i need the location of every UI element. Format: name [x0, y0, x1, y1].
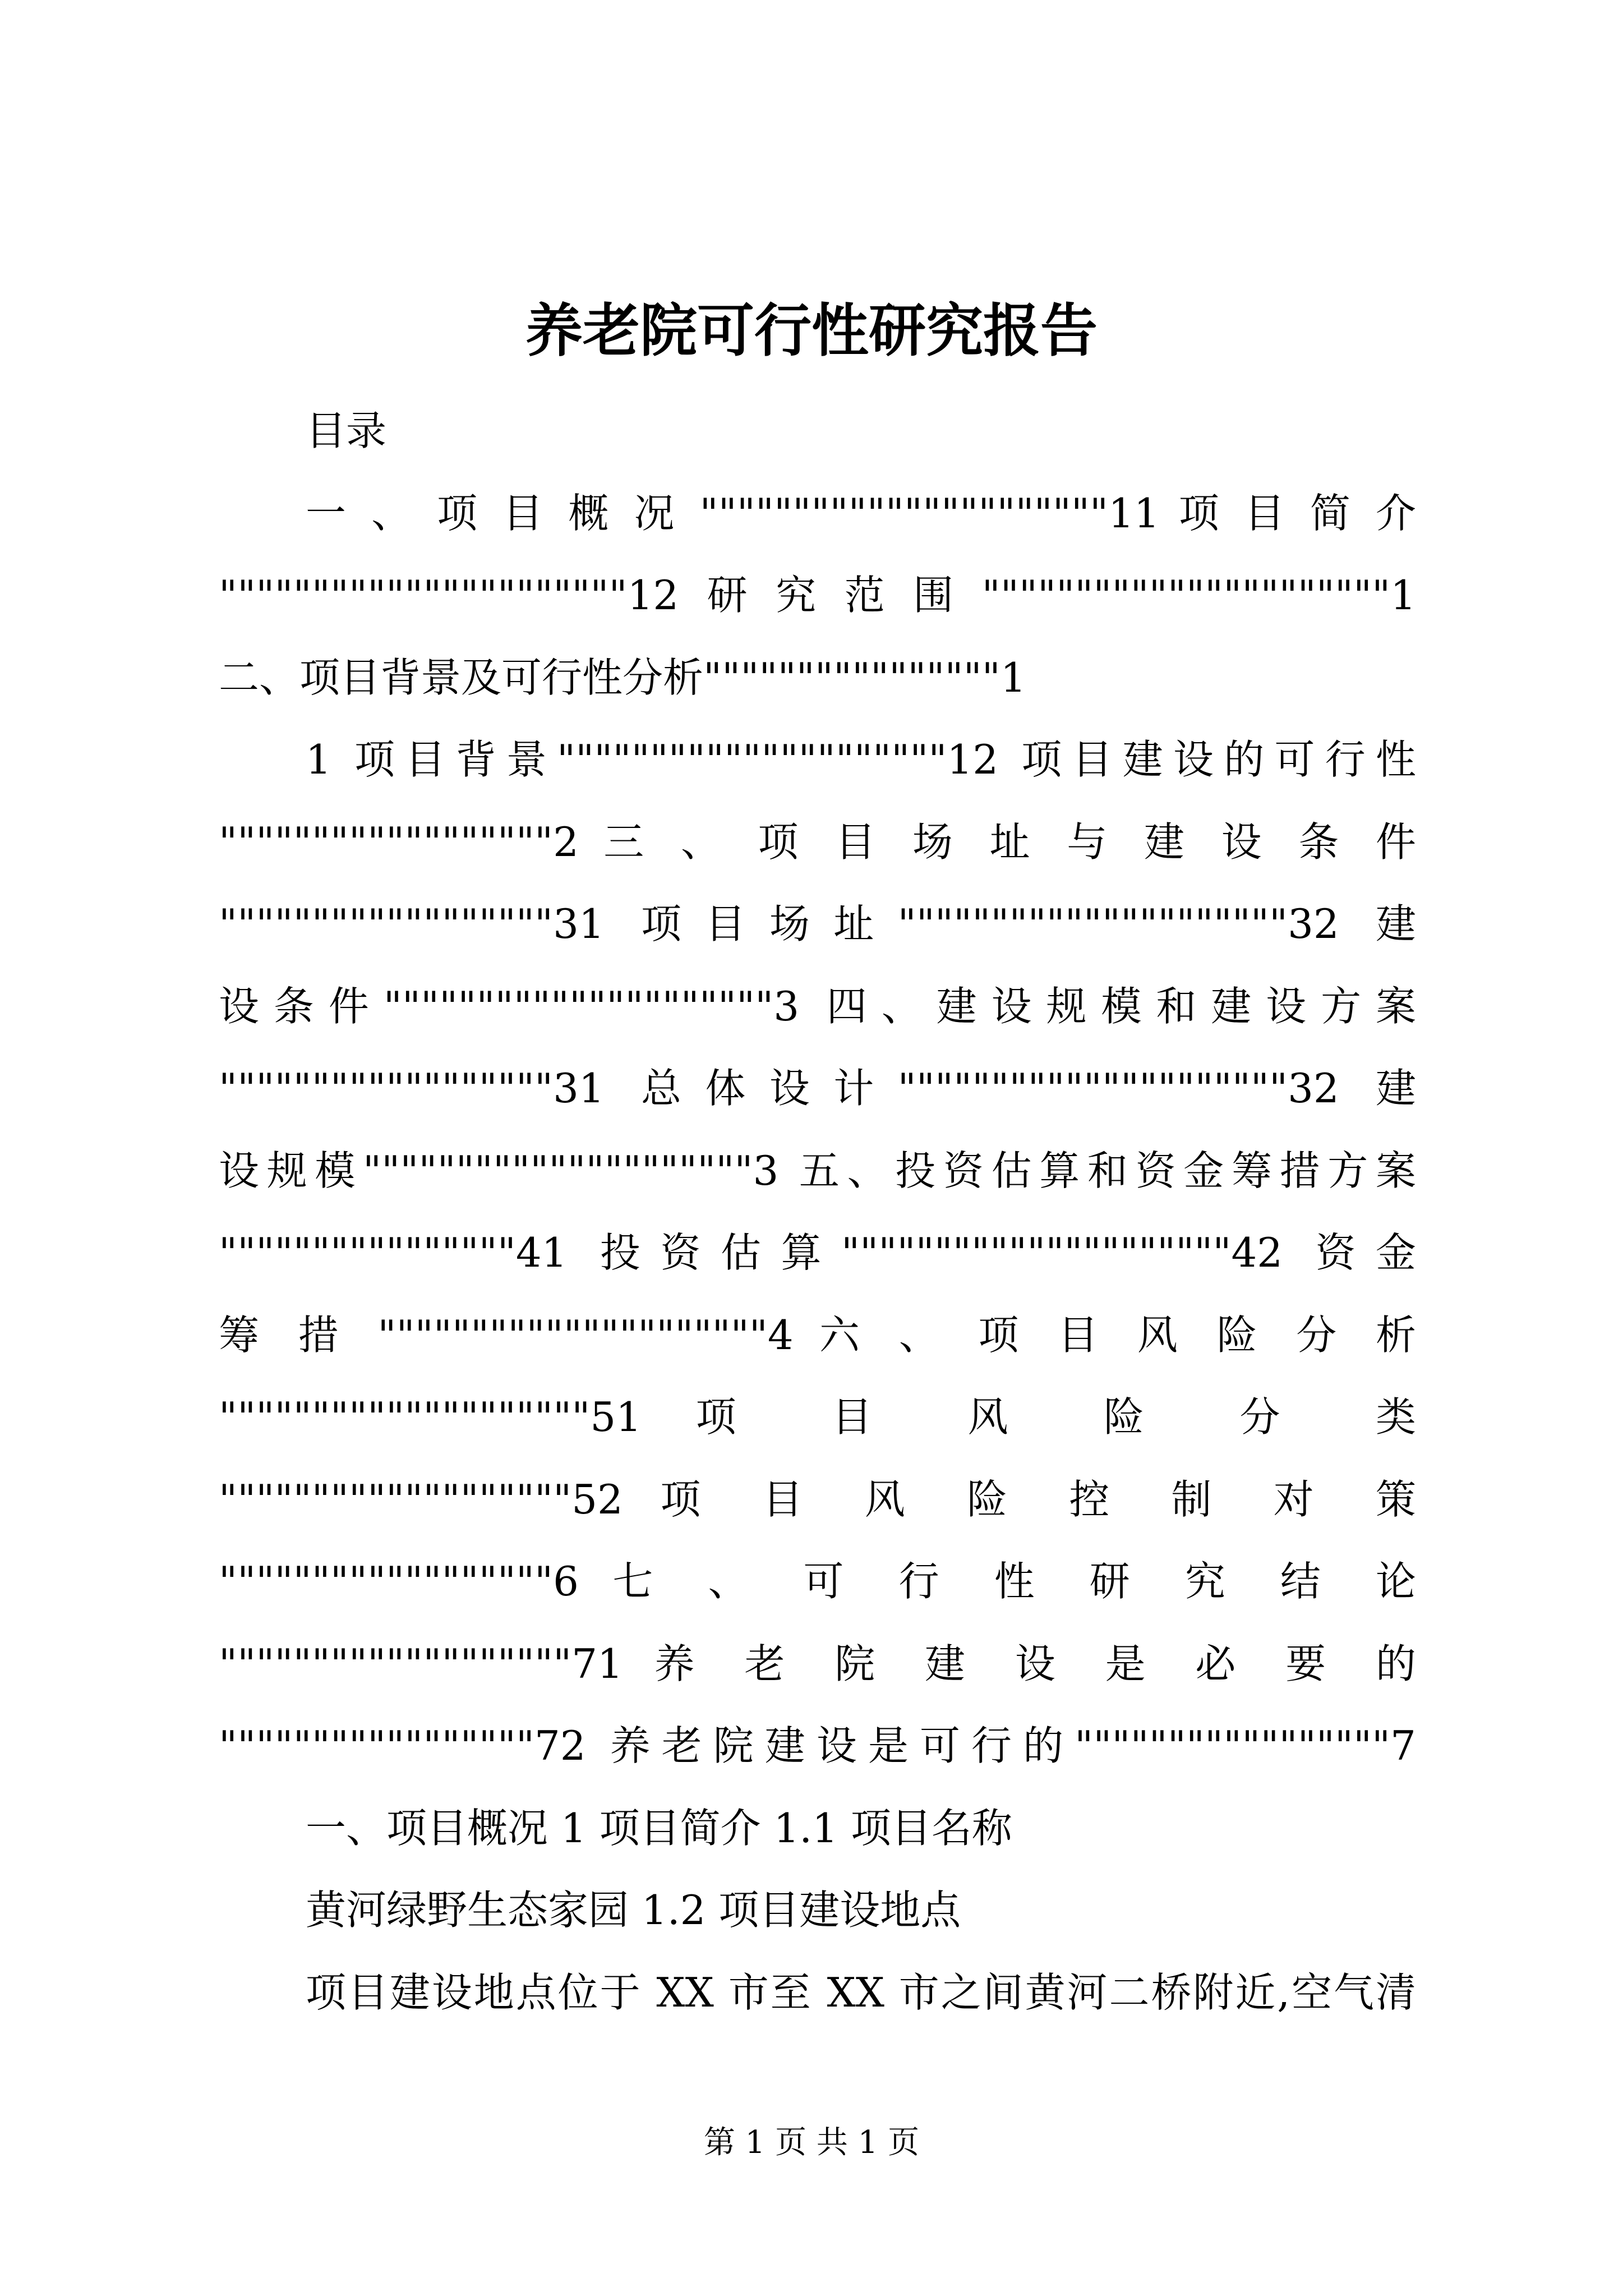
text-line: 设规模"""""""""""""""""""""3 五、投资估算和资金筹措方案 [219, 1147, 1416, 1194]
text-line: 一 、 项 目 概 况 """"""""""""""""""""""11 项 目 简 介 [306, 489, 1416, 537]
text-line: """""""""""""""""""52 项 目 风 险 控 制 对 策 [219, 1475, 1416, 1523]
text-line: 黄河绿野生态家园 1.2 项目建设地点 [306, 1887, 961, 1934]
text-line: """"""""""""""""""2 三 、 项 目 场 址 与 建 设 条 件 [219, 818, 1416, 866]
text-line: """"""""""""""""""""""12研究范围""""""""""""""""""""""1 [219, 572, 1416, 619]
text-line: 一、项目概况 1 项目简介 1.1 项目名称 [306, 1804, 1012, 1852]
text-line: 项目建设地点位于 XX 市至 XX 市之间黄河二桥附近,空气清 [306, 1968, 1416, 2016]
text-line: 目录 [306, 407, 387, 454]
text-line: """"""""""""""""41 投资估算"""""""""""""""""""""42 资金 [219, 1229, 1416, 1276]
text-line: """"""""""""""""""31 项目场址"""""""""""""""""""""32 建 [219, 900, 1416, 947]
text-line: """"""""""""""""""""51 项 目 风 险 分 类 [219, 1393, 1416, 1441]
page-footer: 第 1 页 共 1 页 [703, 2124, 920, 2161]
text-line: 二、项目背景及可行性分析""""""""""""""""1 [219, 654, 1026, 701]
text-line: """"""""""""""""""31 总体设计"""""""""""""""""""""32 建 [219, 1065, 1416, 1112]
document-body [219, 390, 1416, 2033]
text-line: """""""""""""""""""71 养 老 院 建 设 是 必 要 的 [219, 1640, 1416, 1687]
page-title: 养老院可行性研究报告 [525, 297, 1098, 365]
text-line: 1 项目背景"""""""""""""""""""""12 项目建设的可行性 [306, 736, 1416, 783]
text-line: """"""""""""""""""6 七 、 可 行 性 研 究 结 论 [219, 1558, 1416, 1605]
text-line: 设条件"""""""""""""""""""""3 四、建设规模和建设方案 [219, 982, 1416, 1030]
text-line: 筹 措 """""""""""""""""""""4 六 、 项 目 风 险 分 析 [219, 1311, 1416, 1359]
text-line: """""""""""""""""72 养老院建设是可行的"""""""""""""""""7 [219, 1722, 1416, 1769]
